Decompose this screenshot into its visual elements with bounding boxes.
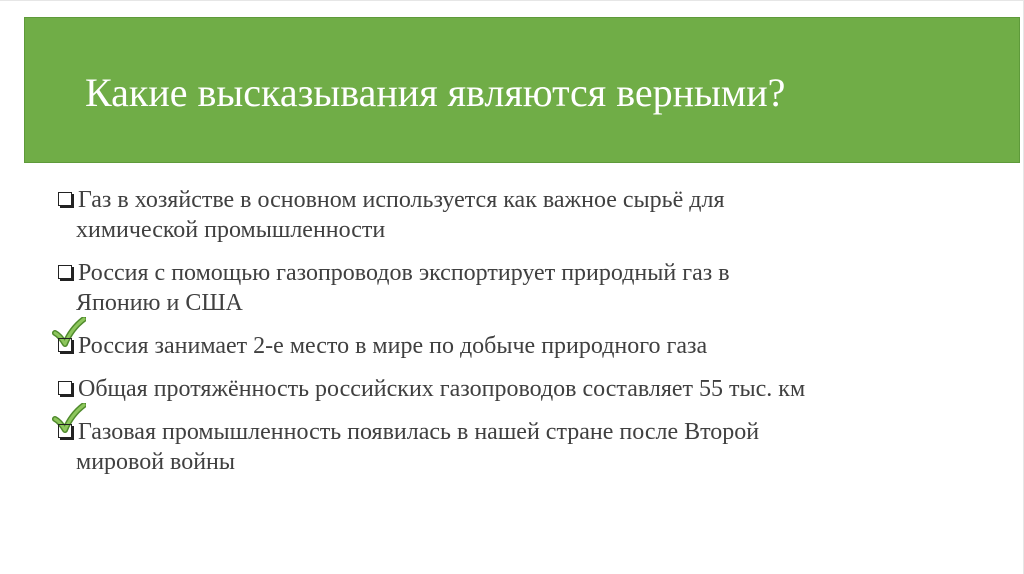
statement-text: Россия занимает 2-е место в мире по добыче природного газа	[78, 333, 708, 359]
statement-text: Газовая промышленность появилась в нашей стране после Второй	[78, 419, 760, 445]
checkbox-icon	[58, 265, 72, 279]
checkbox-icon	[58, 192, 72, 206]
slide-title: Какие высказывания являются верными?	[85, 70, 786, 115]
statement-item-5	[58, 417, 1008, 477]
checkbox-icon	[58, 338, 72, 352]
statement-text: Общая протяжённость российских газопроводов составляет 55 тыс. км	[78, 376, 806, 402]
statement-item-3	[58, 331, 1008, 361]
statement-text-continued: мировой войны	[76, 449, 236, 475]
statement-text: Газ в хозяйстве в основном используется как важное сырьё для	[78, 187, 725, 213]
statement-item-2	[58, 258, 1008, 318]
statement-item-1	[58, 185, 1008, 245]
statement-text-continued: Японию и США	[76, 290, 243, 316]
checkbox-icon	[58, 424, 72, 438]
statements-list	[58, 185, 1008, 490]
statement-text: Россия с помощью газопроводов экспортирует природный газ в	[78, 260, 730, 286]
statement-text-continued: химической промышленности	[76, 217, 386, 243]
checkbox-icon	[58, 381, 72, 395]
statement-item-4	[58, 374, 1008, 404]
